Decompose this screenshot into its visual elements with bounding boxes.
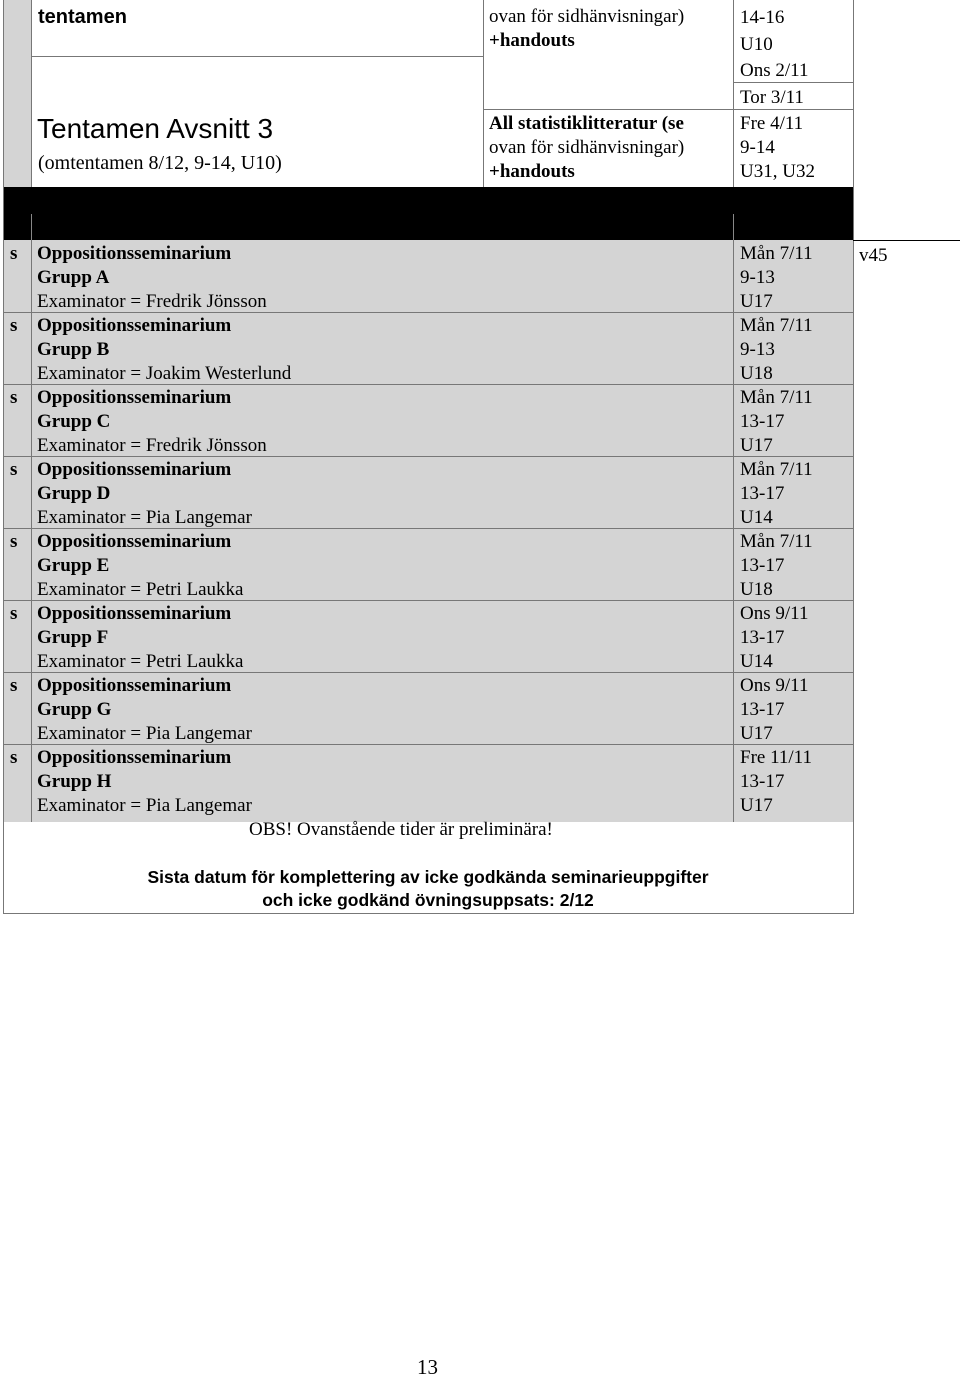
text-line: 9-14 (740, 137, 775, 158)
text-line: ovan för sidhänvisningar) (489, 137, 685, 158)
week-label-line (853, 240, 960, 241)
header-mark-shade (3, 0, 31, 187)
seminar-group: Grupp C (37, 411, 111, 432)
text-line: U31, U32 (740, 161, 815, 182)
seminar-when (740, 242, 813, 314)
seminar-list (3, 240, 853, 816)
seminar-row (3, 672, 853, 744)
seminar-date: Fre 11/11 (740, 747, 812, 768)
seminar-time: 13-17 (740, 483, 785, 504)
seminar-examiner: Examinator = Petri Laukka (37, 579, 244, 600)
preliminary-note: OBS! Ovanstående tider är preliminära! (249, 819, 553, 840)
seminar-mark: s (10, 315, 18, 336)
seminar-when (740, 530, 813, 602)
seminar-mark: s (10, 531, 18, 552)
deadline-note (3, 866, 853, 912)
exam-title: Tentamen Avsnitt 3 (37, 113, 274, 144)
seminar-examiner: Examinator = Fredrik Jönsson (37, 291, 267, 312)
header-row2-schedule (740, 112, 815, 184)
seminar-mark: s (10, 747, 18, 768)
seminar-examiner: Examinator = Pia Langemar (37, 795, 252, 816)
seminar-details (37, 386, 267, 458)
seminar-details (37, 530, 243, 602)
seminar-mark: s (10, 243, 18, 264)
seminar-details (37, 674, 252, 746)
seminar-time: 13-17 (740, 699, 785, 720)
separator-band (3, 187, 853, 240)
seminar-when (740, 674, 808, 746)
text-line: 14-16 (740, 7, 785, 28)
seminar-date: Mån 7/11 (740, 531, 813, 552)
seminar-mark: s (10, 459, 18, 480)
header-row1-schedule (740, 5, 808, 111)
seminar-row (3, 384, 853, 456)
seminar-group: Grupp B (37, 339, 110, 360)
seminar-details (37, 242, 267, 314)
seminar-when (740, 458, 813, 530)
seminar-room: U17 (740, 291, 773, 312)
seminar-row (3, 456, 853, 528)
seminar-details (37, 458, 252, 530)
seminar-row (3, 240, 853, 312)
seminar-time: 9-13 (740, 267, 775, 288)
seminar-mark: s (10, 603, 18, 624)
seminar-when (740, 386, 813, 458)
text-line: ovan för sidhänvisningar) (489, 6, 685, 27)
header-row2-literature (489, 112, 684, 184)
seminar-date: Ons 9/11 (740, 675, 809, 696)
seminar-room: U18 (740, 579, 773, 600)
header-col-divider-2 (483, 0, 484, 187)
seminar-room: U17 (740, 723, 773, 744)
header-row-divider (31, 56, 483, 57)
seminar-time: 9-13 (740, 339, 775, 360)
seminar-row (3, 600, 853, 672)
table-right-border (853, 0, 854, 913)
seminar-time: 13-17 (740, 411, 785, 432)
text-line: Sista datum för komplettering av icke godkända seminarieuppgifter (147, 867, 709, 887)
seminar-when (740, 314, 813, 386)
seminar-group: Grupp E (37, 555, 110, 576)
seminar-examiner: Examinator = Joakim Westerlund (37, 363, 292, 384)
band-divider-2 (733, 214, 734, 240)
week-label: v45 (859, 245, 888, 266)
seminar-details (37, 746, 252, 818)
header-row1-literature (489, 5, 684, 53)
text-line: +handouts (489, 161, 575, 182)
seminar-room: U14 (740, 507, 773, 528)
seminar-row (3, 528, 853, 600)
seminar-title: Oppositionsseminarium (37, 387, 232, 408)
seminar-mark: s (10, 675, 18, 696)
text-line: och icke godkänd övningsuppsats: 2/12 (262, 890, 594, 910)
seminar-date: Mån 7/11 (740, 459, 813, 480)
header-col-divider-3 (733, 0, 734, 187)
band-divider-1 (31, 214, 32, 240)
seminar-time: 13-17 (740, 555, 785, 576)
text-line: Ons 2/11 (740, 60, 809, 81)
seminar-room: U18 (740, 363, 773, 384)
seminar-group: Grupp A (37, 267, 110, 288)
seminar-row (3, 312, 853, 384)
seminar-time: 13-17 (740, 771, 785, 792)
seminar-group: Grupp H (37, 771, 112, 792)
seminar-title: Oppositionsseminarium (37, 315, 232, 336)
seminar-examiner: Examinator = Petri Laukka (37, 651, 244, 672)
text-line: +handouts (489, 30, 575, 51)
header-row1-title: tentamen (38, 6, 127, 28)
seminar-room: U14 (740, 651, 773, 672)
header-col-divider-1 (31, 0, 32, 187)
table-bottom-border (3, 913, 854, 914)
seminar-title: Oppositionsseminarium (37, 459, 232, 480)
seminar-title: Oppositionsseminarium (37, 675, 232, 696)
text-line: All statistiklitteratur (se (489, 113, 684, 134)
text-line: Fre 4/11 (740, 113, 804, 134)
seminar-group: Grupp G (37, 699, 112, 720)
header-row-divider-b (483, 109, 733, 110)
seminar-date: Mån 7/11 (740, 315, 813, 336)
seminar-examiner: Examinator = Pia Langemar (37, 723, 252, 744)
seminar-time: 13-17 (740, 627, 785, 648)
seminar-when (740, 746, 812, 818)
seminar-details (37, 602, 243, 674)
seminar-date: Ons 9/11 (740, 603, 809, 624)
seminar-room: U17 (740, 795, 773, 816)
seminar-when (740, 602, 808, 674)
seminar-room: U17 (740, 435, 773, 456)
seminar-group: Grupp D (37, 483, 111, 504)
seminar-title: Oppositionsseminarium (37, 747, 232, 768)
page-number: 13 (417, 1355, 438, 1379)
seminar-examiner: Examinator = Fredrik Jönsson (37, 435, 267, 456)
text-line: U10 (740, 33, 773, 55)
seminar-mark: s (10, 387, 18, 408)
exam-retake-info: (omtentamen 8/12, 9-14, U10) (38, 152, 282, 174)
seminar-title: Oppositionsseminarium (37, 531, 232, 552)
seminar-title: Oppositionsseminarium (37, 243, 232, 264)
text-line: Tor 3/11 (740, 86, 804, 108)
seminar-examiner: Examinator = Pia Langemar (37, 507, 252, 528)
seminar-date: Mån 7/11 (740, 243, 813, 264)
seminar-details (37, 314, 291, 386)
seminar-date: Mån 7/11 (740, 387, 813, 408)
seminar-group: Grupp F (37, 627, 109, 648)
seminar-title: Oppositionsseminarium (37, 603, 232, 624)
seminar-row (3, 744, 853, 816)
